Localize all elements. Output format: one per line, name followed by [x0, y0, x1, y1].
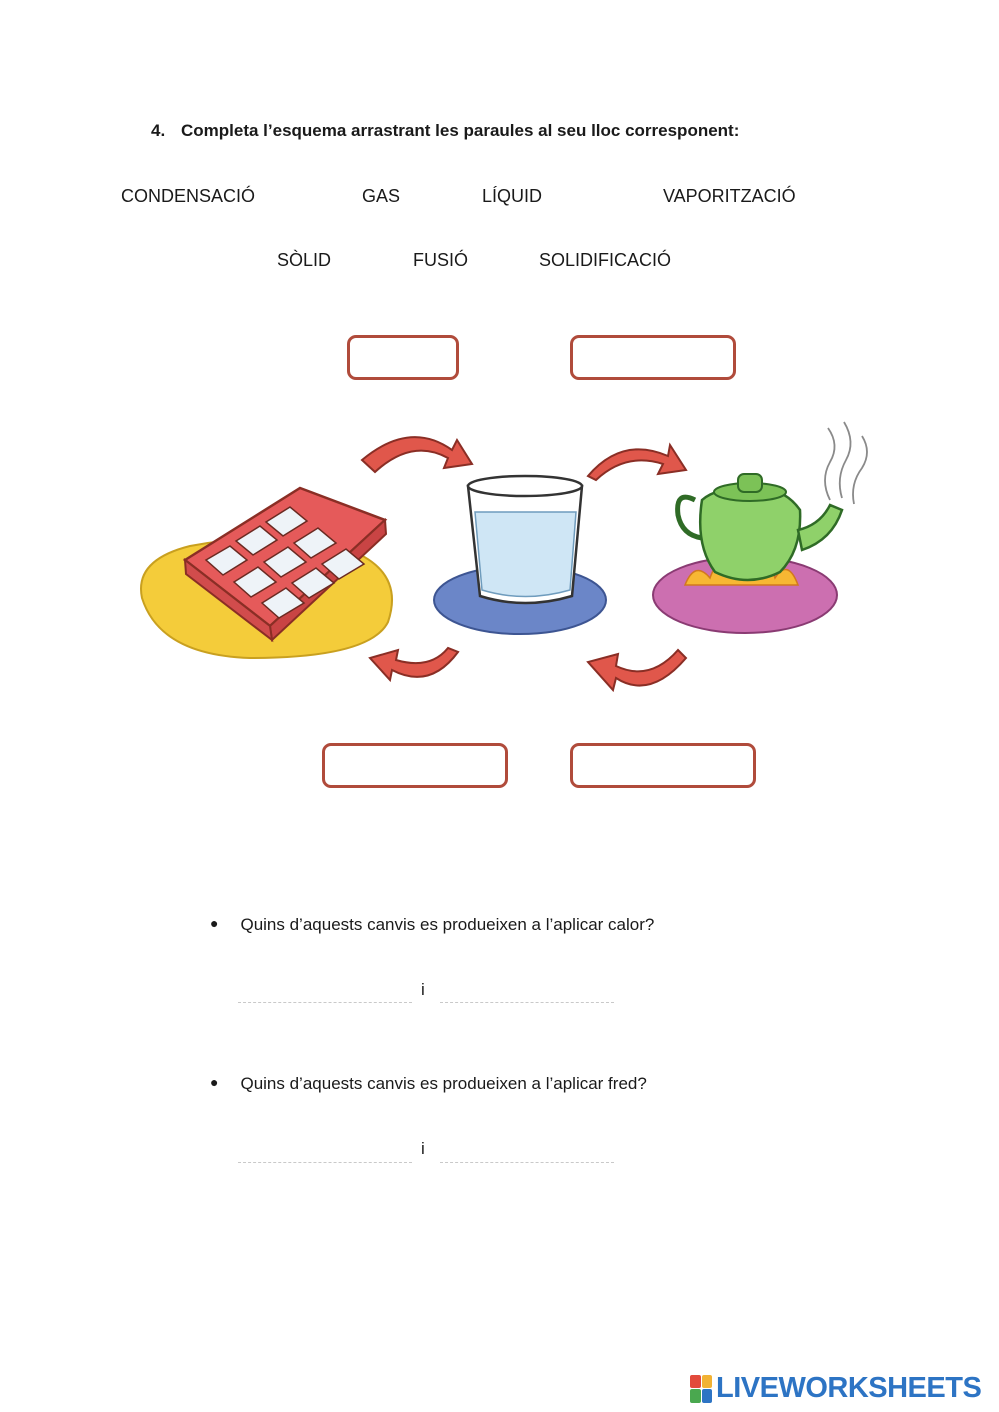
heat-answer-2-input[interactable] — [440, 976, 614, 1003]
word-solid[interactable]: SÒLID — [277, 250, 332, 270]
question-heat-text: Quins d’aquests canvis es produeixen a l’aplicar calor? — [240, 915, 655, 934]
question-cold — [210, 1074, 647, 1094]
exercise-instruction: Completa l’esquema arrastrant les paraules al seu lloc corresponent: — [181, 121, 740, 140]
word-liquid[interactable]: LÍQUID — [482, 186, 543, 206]
heat-answer-separator: i — [421, 980, 425, 999]
exercise-title — [151, 121, 739, 141]
drop-box-fusion[interactable] — [347, 335, 459, 380]
heat-answer-1-input[interactable] — [238, 976, 412, 1003]
liveworksheets-badge-icon — [690, 1375, 712, 1403]
liveworksheets-logo — [690, 1372, 981, 1405]
drop-box-vaporization[interactable] — [570, 335, 736, 380]
question-heat — [210, 915, 654, 935]
question-cold-text: Quins d’aquests canvis es produeixen a l’aplicar fred? — [240, 1074, 647, 1093]
cold-answer-1-input[interactable] — [238, 1136, 412, 1163]
drop-box-condensation[interactable] — [570, 743, 756, 788]
word-gas[interactable]: GAS — [362, 186, 401, 206]
brand-name: LIVEWORKSHEETS — [716, 1372, 982, 1404]
arrow-top-left — [362, 437, 472, 472]
cold-answer-separator: i — [421, 1139, 425, 1158]
arrow-bottom-left — [370, 648, 458, 680]
word-fusio[interactable]: FUSIÓ — [413, 250, 469, 270]
arrow-top-right — [588, 445, 686, 480]
word-solidificacio[interactable]: SOLIDIFICACIÓ — [539, 250, 672, 270]
exercise-number: 4. — [151, 121, 166, 140]
word-vaporitzacio[interactable]: VAPORITZACIÓ — [663, 186, 796, 206]
word-condensacio[interactable]: CONDENSACIÓ — [121, 186, 256, 206]
bullet-icon: ● — [210, 1074, 219, 1090]
boiling-teapot-icon — [653, 422, 867, 633]
arrow-bottom-right — [588, 650, 686, 690]
ice-tray-icon — [141, 488, 392, 658]
states-of-matter-illustration — [130, 400, 890, 720]
bullet-icon: ● — [210, 915, 219, 931]
glass-of-water-icon — [434, 476, 606, 634]
drop-box-solidification[interactable] — [322, 743, 508, 788]
cold-answer-2-input[interactable] — [440, 1136, 614, 1163]
